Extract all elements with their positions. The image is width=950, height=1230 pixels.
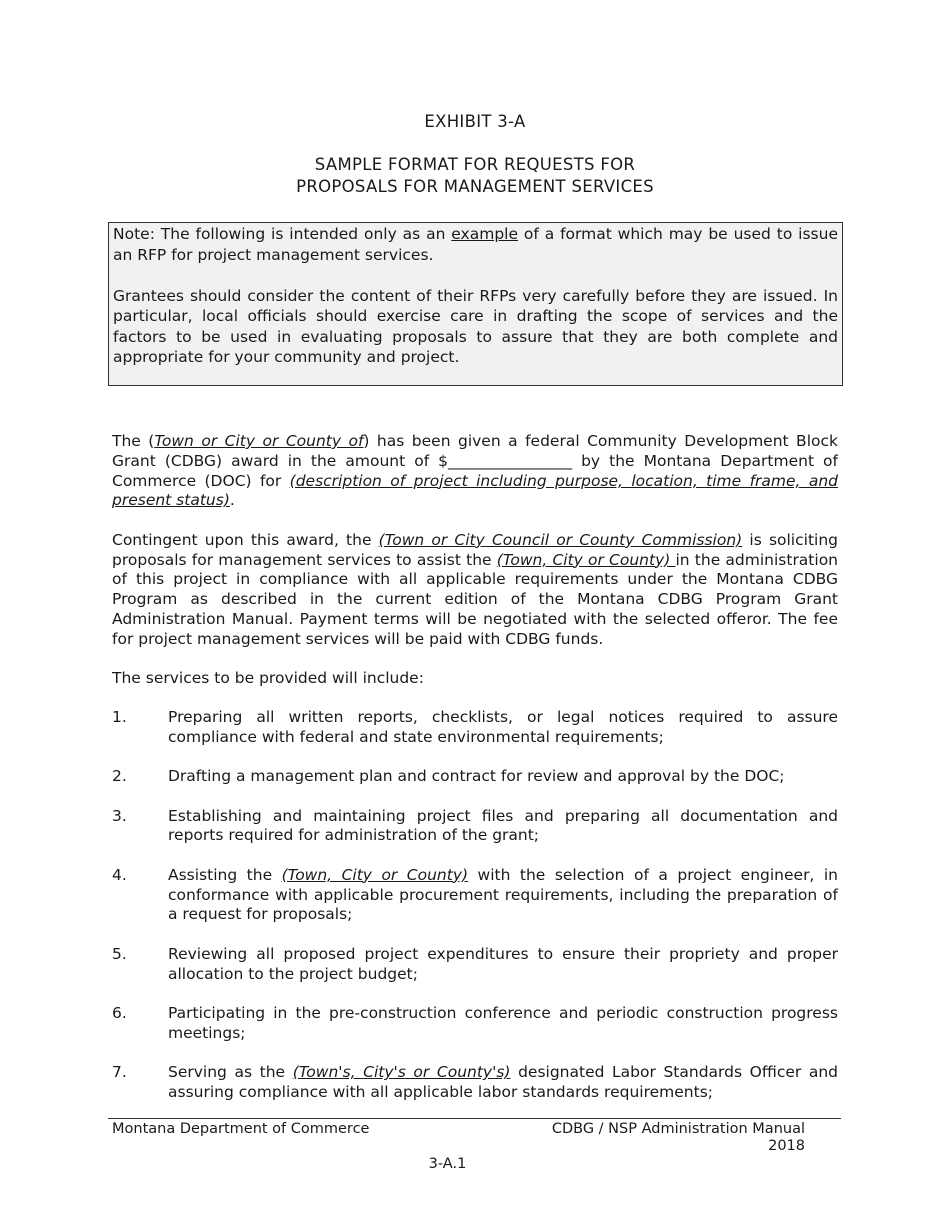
footer-manual	[540, 1121, 805, 1155]
page-number: 3-A.1	[428, 1156, 467, 1172]
title-line-1: SAMPLE FORMAT FOR REQUESTS FOR	[314, 155, 636, 174]
item-number: 7.	[112, 1063, 127, 1082]
text: Contingent upon this award, the	[112, 530, 379, 549]
services-list	[112, 708, 838, 1122]
footer-manual-title: CDBG / NSP Administration Manual	[551, 1121, 805, 1137]
item-number: 3.	[112, 806, 127, 825]
intro-section	[112, 432, 838, 709]
list-item	[112, 708, 838, 748]
item-text: Reviewing all proposed project expenditures to ensure their propriety and proper allocation to the project budget;	[168, 944, 838, 983]
text: in the administration of this project in compliance with all applicable requirements under the Montana CDBG Program as described in the current edition of the Montana CDBG Program Grant Administration Manual. Payment terms will be negotiated with the selected offeror. The fee for project management services will be paid with CDBG funds.	[112, 550, 838, 648]
footer-publisher: Montana Department of Commerce	[112, 1121, 370, 1137]
item-text: Preparing all written reports, checklists, or legal notices required to assure compliance with federal and state environmental requirements;	[168, 708, 838, 746]
note-emphasis: example	[451, 225, 518, 243]
text: The (	[112, 432, 155, 450]
item-number: 6.	[112, 1003, 127, 1022]
item-text: Establishing and maintaining project files and preparing all documentation and reports required for administration of the grant;	[168, 806, 838, 845]
item-number: 4.	[112, 865, 127, 884]
item-text: Drafting a management plan and contract for review and approval by the DOC;	[168, 767, 785, 786]
item-text: Participating in the pre-construction conference and periodic construction progress meetings;	[168, 1003, 838, 1042]
list-item	[112, 945, 838, 985]
item-text: designated Labor Standards Officer and assuring compliance with all applicable labor standards requirements;	[168, 1063, 839, 1101]
exhibit-label: EXHIBIT 3-A	[424, 112, 526, 131]
note-paragraph-2: Grantees should consider the content of their RFPs very carefully before they are issued. In particular, local officials should exercise care in drafting the scope of services and the factors to be used in evaluating proposals to assure that they are both complete and appropriate for your community and project.	[113, 286, 838, 366]
list-item	[112, 866, 838, 925]
footer-divider	[108, 1118, 841, 1119]
item-placeholder: (Town's, City's or County's)	[292, 1063, 511, 1082]
item-number: 1.	[112, 708, 127, 726]
footer-year: 2018	[768, 1138, 805, 1154]
list-item	[112, 1063, 838, 1103]
item-placeholder: (Town, City or County)	[281, 865, 469, 884]
placeholder-council: (Town or City Council or County Commission)	[378, 530, 743, 549]
note-text: of a format which may be used to issue an RFP for project management services.	[113, 225, 838, 264]
item-text: Assisting the	[168, 865, 282, 884]
intro-paragraph-2	[112, 531, 838, 650]
note-paragraph-1	[113, 224, 838, 265]
note-text: Note: The following is intended only as an	[113, 225, 452, 243]
list-item	[112, 767, 838, 787]
intro-paragraph-1	[112, 432, 838, 511]
item-number: 2.	[112, 767, 127, 786]
intro-paragraph-3: The services to be provided will include:	[112, 669, 424, 688]
text: .	[229, 491, 235, 510]
item-number: 5.	[112, 944, 127, 963]
list-item	[112, 1004, 838, 1044]
title-line-2: PROPOSALS FOR MANAGEMENT SERVICES	[296, 177, 654, 196]
list-item	[112, 807, 838, 847]
note-box	[108, 222, 843, 386]
item-text: Serving as the	[168, 1063, 293, 1082]
item-text: with the selection of a project engineer, in conformance with applicable procurement requirements, including the preparation of a request for proposals;	[168, 865, 838, 924]
text: is soliciting proposals for management services to assist the	[112, 530, 838, 569]
placeholder-entity: (Town, City or County)	[496, 550, 676, 569]
text: ) has been given a federal Community Development Block Grant (CDBG) award in the amount of $________________ by the Montana Department of Commerce (DOC) for	[112, 432, 838, 490]
placeholder-entity: Town or City or County of	[154, 432, 364, 450]
placeholder-description: (description of project including purpose, location, time frame, and present status)	[112, 471, 839, 510]
